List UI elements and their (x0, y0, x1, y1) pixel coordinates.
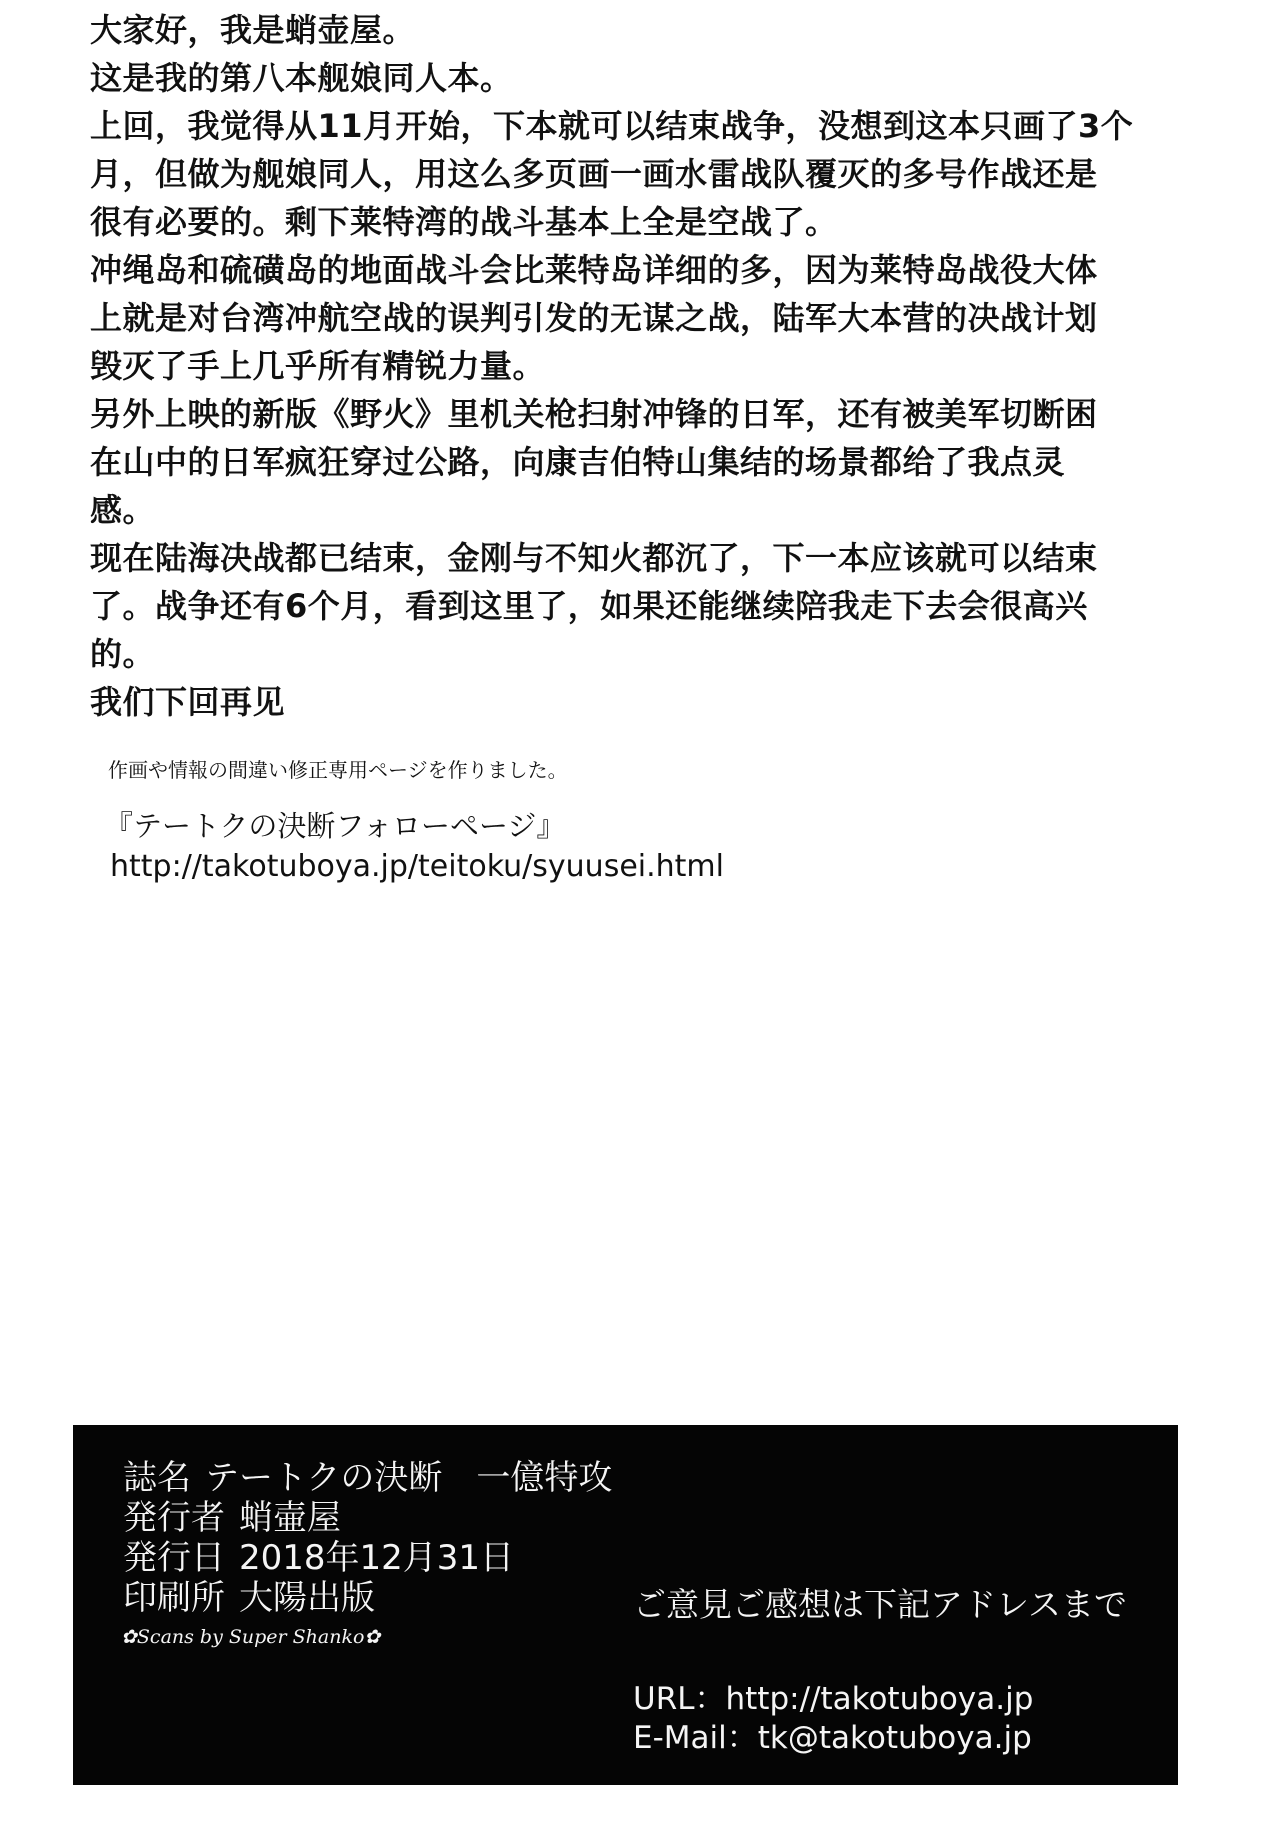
scan-credit: ✿Scans by Super Shanko✿ (121, 1626, 381, 1648)
errata-url: http://takotuboya.jp/teitoku/syuusei.html (110, 849, 724, 884)
colophon-value: 2018年12月31日 (239, 1538, 515, 1578)
afterword-paragraph: 我们下回再见 (90, 683, 286, 721)
colophon-label: 誌名 (123, 1458, 191, 1498)
colophon-row-publisher (123, 1497, 341, 1539)
colophon-label: 印刷所 (123, 1578, 225, 1618)
contact-note: ご意見ご感想は下記アドレスまで (633, 1585, 1128, 1624)
colophon-box (73, 1425, 1178, 1785)
colophon-value: テートクの決断 一億特攻 (205, 1458, 613, 1498)
colophon-value: 大陽出版 (239, 1578, 375, 1618)
afterword-paragraph: 大家好，我是蛸壶屋。 (90, 11, 416, 49)
contact-email: E-Mail：tk@takotuboya.jp (633, 1720, 1032, 1756)
afterword-paragraph: 现在陆海决战都已结束，金刚与不知火都沉了，下一本应该就可以结束 了。战争还有6个月，看到这里了，如果还能继续陪我走下去会很高兴 的。 (90, 539, 1098, 673)
errata-note: 作画や情報の間違い修正専用ページを作りました。 (108, 758, 568, 782)
afterword-paragraph: 上回，我觉得从11月开始，下本就可以结束战争，没想到这本只画了3个 月，但做为舰娘同人，用这么多页画一画水雷战队覆灭的多号作战还是 很有必要的。剩下莱特湾的战斗基本上全是空战了。 (90, 107, 1134, 241)
colophon-value: 蛸壷屋 (239, 1498, 341, 1538)
colophon-label: 発行者 (123, 1498, 225, 1538)
colophon-row-title (123, 1457, 612, 1499)
contact-url: URL：http://takotuboya.jp (633, 1681, 1034, 1717)
colophon-row-date (123, 1537, 514, 1579)
errata-page-title: 『テートクの決断フォローページ』 (104, 809, 566, 843)
afterword-text (90, 6, 1210, 726)
afterword-paragraph: 另外上映的新版《野火》里机关枪扫射冲锋的日军，还有被美军切断困 在山中的日军疯狂穿过公路，向康吉伯特山集结的场景都给了我点灵 感。 (90, 395, 1098, 529)
afterword-paragraph: 这是我的第八本舰娘同人本。 (90, 59, 513, 97)
colophon-label: 発行日 (123, 1538, 225, 1578)
afterword-paragraph: 冲绳岛和硫磺岛的地面战斗会比莱特岛详细的多，因为莱特岛战役大体 上就是对台湾冲航空战的误判引发的无谋之战，陆军大本营的决战计划 毁灭了手上几乎所有精锐力量。 (90, 251, 1098, 385)
colophon-row-printer (123, 1577, 375, 1619)
